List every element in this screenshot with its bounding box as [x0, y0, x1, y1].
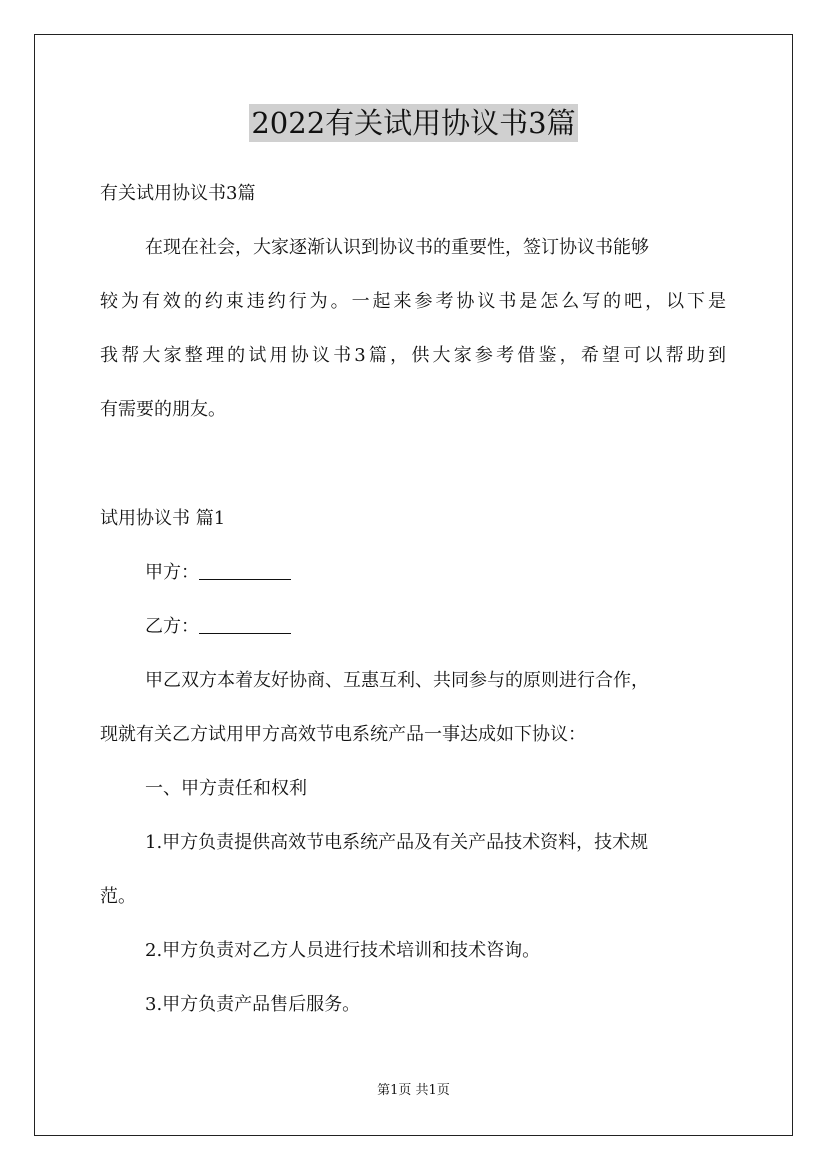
- party-a-line: [145, 561, 291, 585]
- agreement-line-1: 甲乙双方本着友好协商、互惠互利、共同参与的原则进行合作，: [145, 670, 649, 691]
- clause-3: 3.甲方负责产品售后服务。: [145, 994, 361, 1015]
- party-b-blank: [199, 617, 291, 634]
- agreement-line-2: 现就有关乙方试用甲方高效节电系统产品一事达成如下协议：: [100, 724, 586, 745]
- section-heading: 试用协议书 篇1: [100, 508, 226, 529]
- intro-line-3: 我帮大家整理的试用协议书3篇，供大家参考借鉴，希望可以帮助到: [100, 345, 726, 366]
- intro-line-4: 有需要的朋友。: [100, 399, 226, 420]
- clause-1-line-2: 范。: [100, 886, 136, 907]
- party-a-blank: [199, 563, 291, 580]
- title-block: [0, 104, 827, 142]
- party-a-label: 甲方：: [145, 562, 199, 583]
- clause-2: 2.甲方负责对乙方人员进行技术培训和技术咨询。: [145, 940, 541, 961]
- party-b-line: [145, 615, 291, 639]
- page-footer: 第1页 共1页: [377, 1083, 450, 1098]
- clause-heading: 一、甲方责任和权利: [145, 778, 307, 799]
- clause-1-line-1: 1.甲方负责提供高效节电系统产品及有关产品技术资料，技术规: [145, 832, 649, 853]
- intro-line-2: 较为有效的约束违约行为。一起来参考协议书是怎么写的吧，以下是: [100, 291, 726, 312]
- party-b-label: 乙方：: [145, 616, 199, 637]
- document-title: 2022有关试用协议书3篇: [251, 106, 576, 140]
- document-subtitle: 有关试用协议书3篇: [100, 183, 256, 204]
- intro-line-1: 在现在社会，大家逐渐认识到协议书的重要性，签订协议书能够: [145, 237, 649, 258]
